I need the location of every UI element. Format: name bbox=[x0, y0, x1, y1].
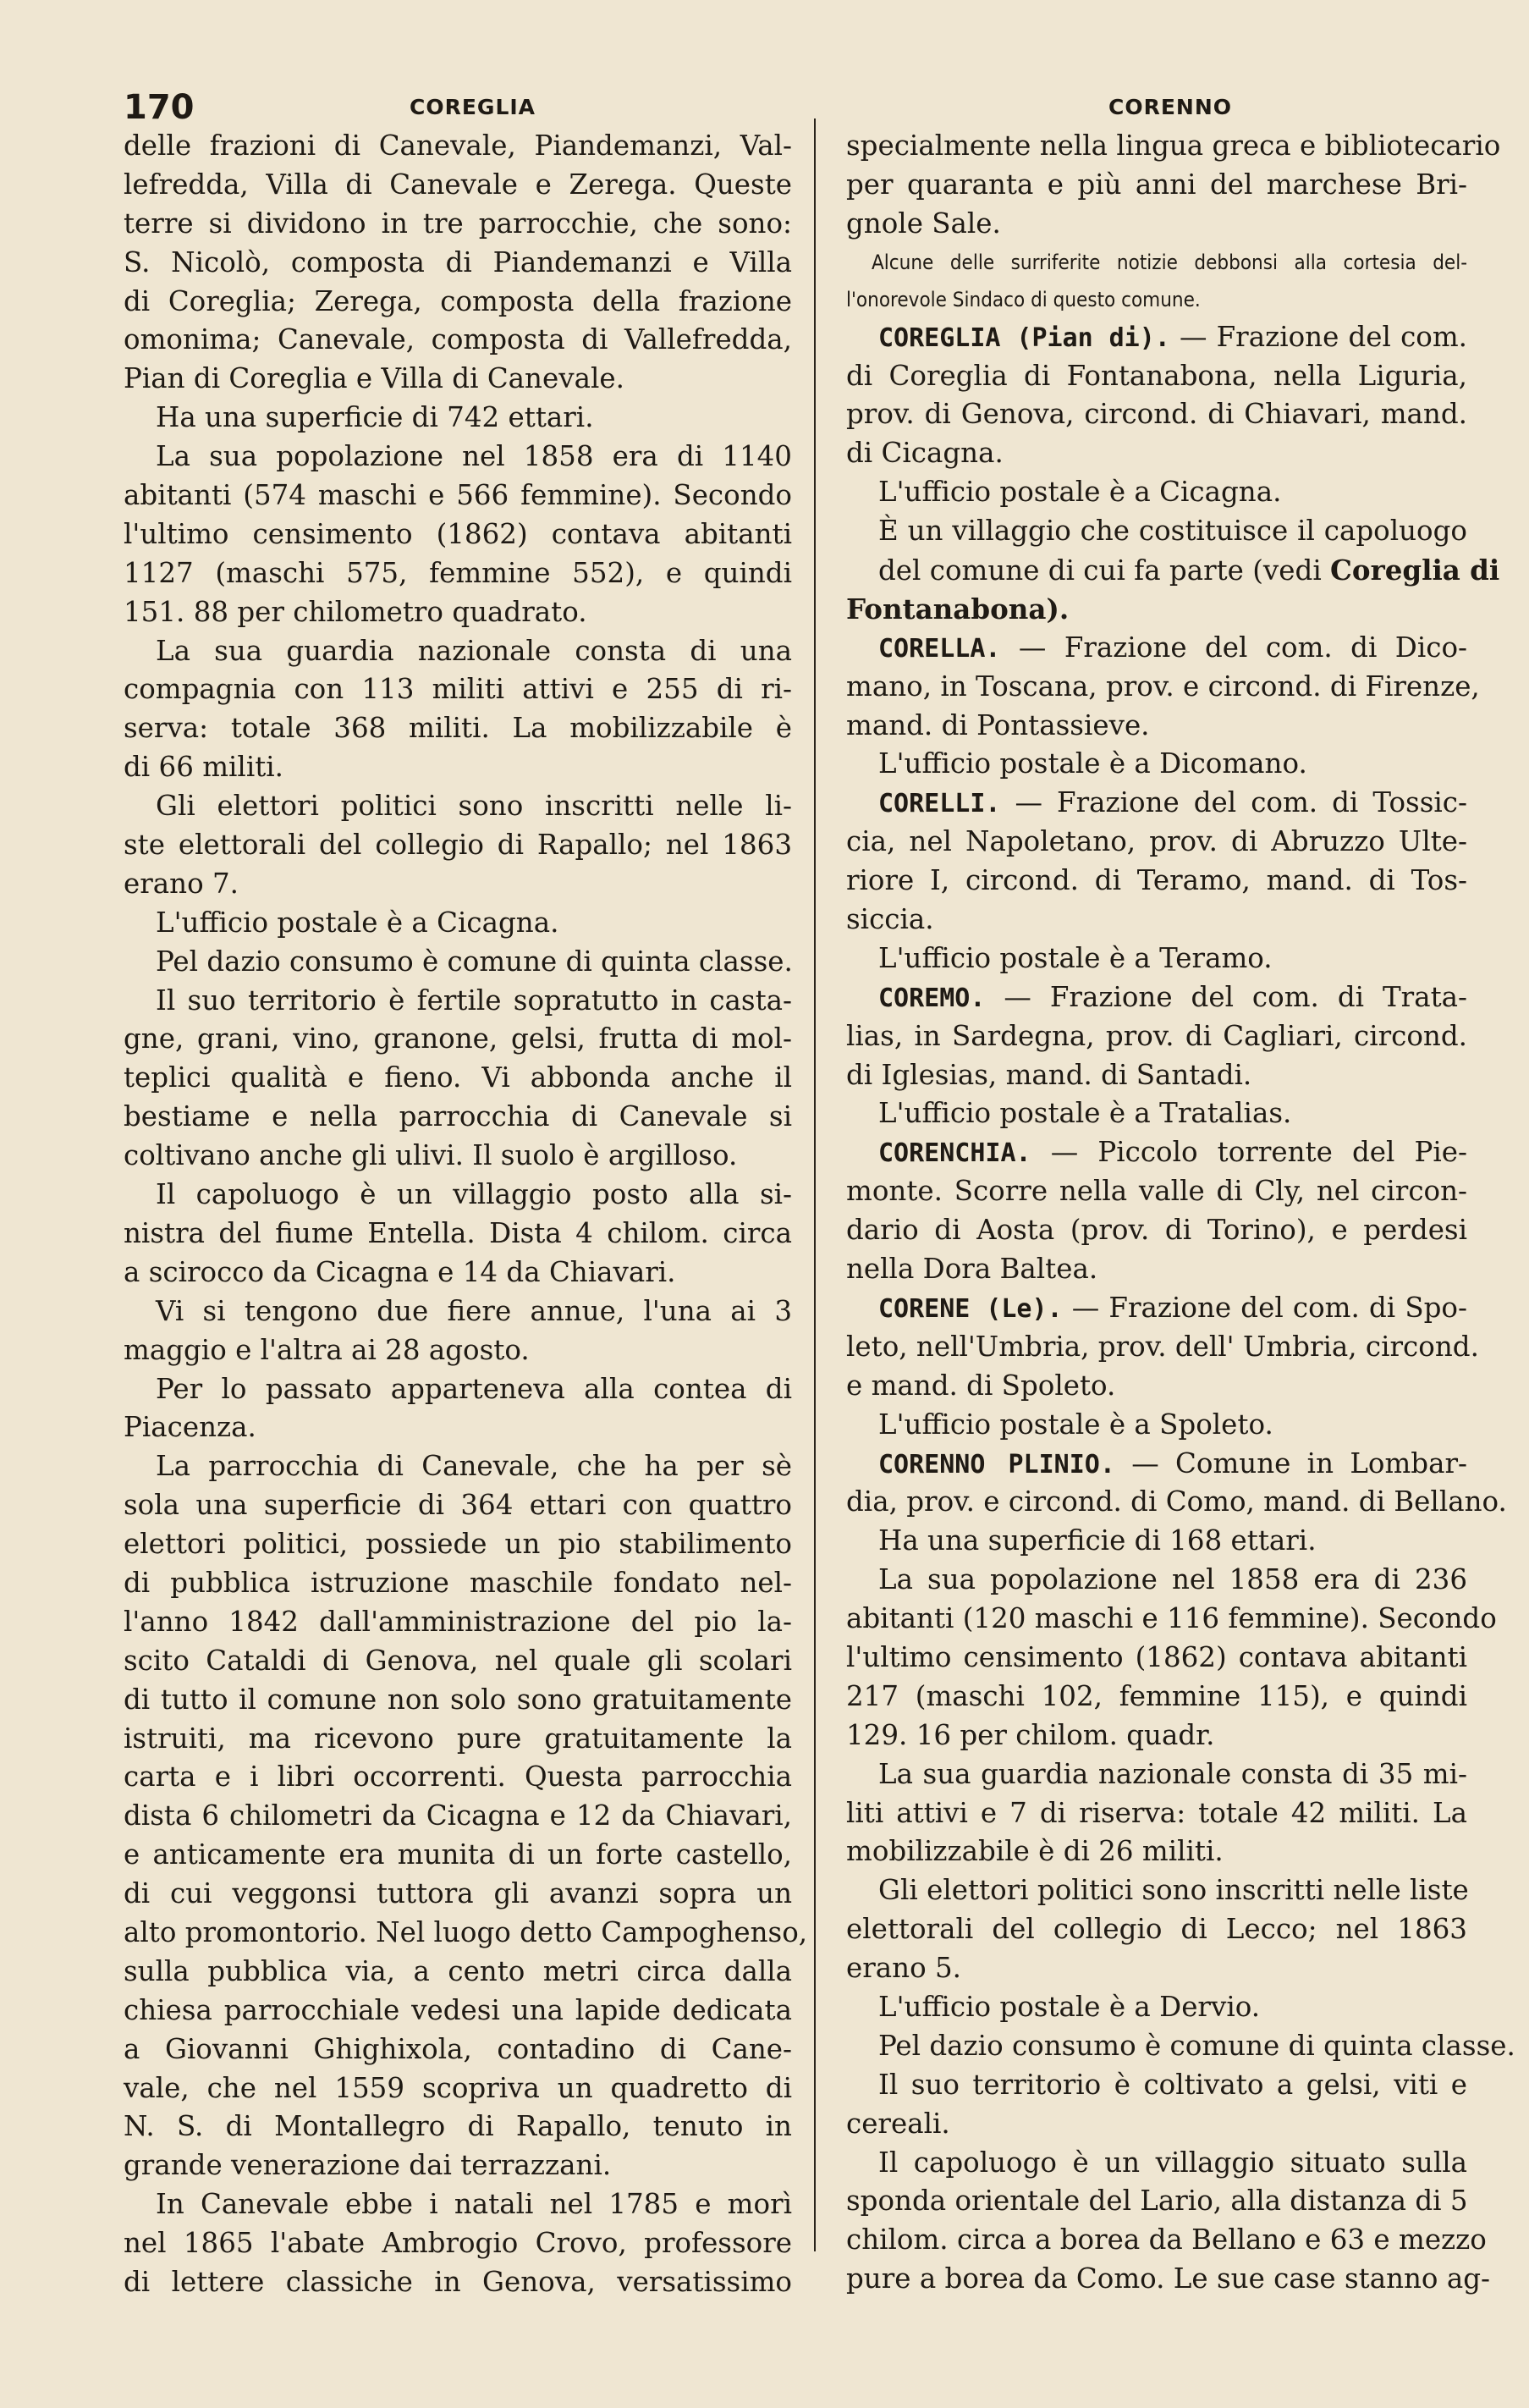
text-line: per quaranta e più anni del marchese Bri- bbox=[846, 168, 1467, 201]
text-line: prov. di Genova, circond. di Chiavari, mand. bbox=[846, 398, 1467, 431]
text-line: Ha una superficie di 742 ettari. bbox=[156, 401, 594, 434]
text-line: È un villaggio che costituisce il capoluogo bbox=[878, 515, 1467, 548]
text-line: di 66 militi. bbox=[124, 751, 284, 784]
text-line: chiesa parrocchiale vedesi una lapide dedicata bbox=[124, 1993, 792, 2026]
entry-keyword: COREMO. bbox=[878, 983, 986, 1013]
text-line: sulla pubblica via, a cento metri circa dalla bbox=[124, 1954, 792, 1987]
text-line: dista 6 chilometri da Cicagna e 12 da Chiavari, bbox=[124, 1799, 792, 1832]
text-line: di tutto il comune non solo sono gratuitamente bbox=[124, 1683, 792, 1716]
text-line: riore I, circond. di Teramo, mand. di Tos- bbox=[846, 864, 1467, 897]
text-line: terre si dividono in tre parrocchie, che sono: bbox=[124, 207, 792, 240]
text-line: cia, nel Napoletano, prov. di Abruzzo Ulte- bbox=[846, 825, 1467, 858]
left-page-header bbox=[124, 88, 792, 129]
text-line: monte. Scorre nella valle di Cly, nel circon- bbox=[846, 1175, 1467, 1208]
text-line: Il suo territorio è fertile sopratutto in casta- bbox=[156, 984, 792, 1017]
text-line: ste elettorali del collegio di Rapallo; nel 1863 bbox=[124, 829, 792, 862]
entry-heading-line bbox=[846, 1289, 1467, 1328]
text-line: L'ufficio postale è a Tratalias. bbox=[878, 1097, 1292, 1130]
text-line: Pel dazio consumo è comune di quinta classe. bbox=[156, 945, 793, 978]
entry-text: — Frazione del com. bbox=[1169, 320, 1468, 353]
text-line: serva: totale 368 militi. La mobilizzabile è bbox=[124, 712, 792, 745]
text-line: coltivano anche gli ulivi. Il suolo è argilloso. bbox=[124, 1139, 738, 1172]
entry-heading-line bbox=[846, 551, 1500, 590]
left-running-head: COREGLIA bbox=[410, 95, 536, 119]
text-line: Il capoluogo è un villaggio posto alla si- bbox=[156, 1178, 792, 1211]
entry-heading-line bbox=[846, 978, 1467, 1017]
text-line: omonima; Canevale, composta di Vallefredda, bbox=[124, 323, 792, 356]
entry-keyword: CORELLA. bbox=[878, 633, 1001, 664]
text-line: La sua popolazione nel 1858 era di 236 bbox=[878, 1563, 1467, 1596]
text-line: elettorali del collegio di Lecco; nel 1863 bbox=[846, 1913, 1467, 1946]
text-line: e mand. di Spoleto. bbox=[846, 1369, 1116, 1402]
text-line: teplici qualità e fieno. Vi abbonda anche il bbox=[124, 1061, 792, 1094]
text-line: compagnia con 113 militi attivi e 255 di ri- bbox=[124, 673, 792, 706]
text-line: L'ufficio postale è a Dicomano. bbox=[878, 747, 1307, 780]
entry-keyword: CORENCHIA. bbox=[878, 1138, 1031, 1169]
text-line: In Canevale ebbe i natali nel 1785 e morì bbox=[156, 2188, 792, 2221]
entry-keyword: COREGLIA (Pian di). bbox=[878, 322, 1170, 353]
text-line: 151. 88 per chilometro quadrato. bbox=[124, 595, 587, 628]
entry-keyword: CORENNO PLINIO. bbox=[878, 1449, 1115, 1480]
text-line: Pel dazio consumo è comune di quinta classe. bbox=[878, 2029, 1515, 2062]
text-line: e anticamente era munita di un forte castello, bbox=[124, 1838, 792, 1871]
text-line: bestiame e nella parrocchia di Canevale si bbox=[124, 1100, 792, 1133]
text-line: pure a borea da Como. Le sue case stanno ag- bbox=[846, 2262, 1490, 2295]
text-line: Fontanabona). bbox=[846, 592, 1070, 625]
text-line: nistra del fiume Entella. Dista 4 chilom. circa bbox=[124, 1216, 792, 1249]
entry-heading-line bbox=[846, 784, 1467, 823]
text-line: L'ufficio postale è a Dervio. bbox=[878, 1990, 1261, 2023]
column-divider bbox=[814, 118, 816, 2251]
entry-heading-line bbox=[846, 318, 1467, 357]
text-line: Vi si tengono due fiere annue, l'una ai 3 bbox=[156, 1294, 792, 1327]
entry-text: — Comune in Lombar- bbox=[1114, 1446, 1467, 1480]
text-line: lefredda, Villa di Canevale e Zerega. Queste bbox=[124, 168, 792, 201]
text-line: mand. di Pontassieve. bbox=[846, 708, 1150, 741]
text-line: 129. 16 per chilom. quadr. bbox=[846, 1718, 1215, 1751]
footnote-line: l'onorevole Sindaco di questo comune. bbox=[846, 287, 1201, 311]
text-line: di cui veggonsi tuttora gli avanzi sopra un bbox=[124, 1877, 792, 1910]
text-line: maggio e l'altra ai 28 agosto. bbox=[124, 1333, 530, 1366]
text-line: nella Dora Baltea. bbox=[846, 1253, 1098, 1286]
cross-reference: Coreglia di bbox=[1330, 554, 1500, 587]
text-line: di Coreglia; Zerega, composta della frazione bbox=[124, 284, 792, 317]
right-running-head: CORENNO bbox=[1108, 95, 1233, 119]
text-line: Il capoluogo è un villaggio situato sulla bbox=[878, 2146, 1467, 2179]
text-line: dario di Aosta (prov. di Torino), e perdesi bbox=[846, 1214, 1467, 1247]
text-line: specialmente nella lingua greca e bibliotecario bbox=[846, 129, 1501, 162]
page-number: 170 bbox=[124, 88, 195, 127]
text-line: grande venerazione dai terrazzani. bbox=[124, 2149, 612, 2182]
text-line: erano 7. bbox=[124, 867, 239, 900]
text-line: abitanti (574 maschi e 566 femmine). Secondo bbox=[124, 479, 792, 512]
text-line: di Coreglia di Fontanabona, nella Liguria, bbox=[846, 359, 1467, 392]
text-line: Gli elettori politici sono inscritti nelle li- bbox=[156, 790, 792, 823]
left-column bbox=[124, 127, 808, 2302]
text-line: sola una superficie di 364 ettari con quattro bbox=[124, 1489, 792, 1522]
text-line: alto promontorio. Nel luogo detto Campoghenso, bbox=[124, 1915, 808, 1948]
text-line: 217 (maschi 102, femmine 115), e quindi bbox=[846, 1679, 1467, 1712]
text-line: N. S. di Montallegro di Rapallo, tenuto in bbox=[124, 2110, 792, 2143]
text-line: La parrocchia di Canevale, che ha per sè bbox=[156, 1450, 792, 1483]
text-line: La sua guardia nazionale consta di 35 mi- bbox=[878, 1757, 1467, 1790]
text-line: vale, che nel 1559 scopriva un quadretto di bbox=[124, 2071, 792, 2104]
text-line: L'ufficio postale è a Cicagna. bbox=[878, 476, 1282, 509]
text-line: nel 1865 l'abate Ambrogio Crovo, professore bbox=[124, 2227, 792, 2260]
entry-text: — Frazione del com. di Spo- bbox=[1062, 1291, 1467, 1324]
text-line: liti attivi e 7 di riserva: totale 42 militi. La bbox=[846, 1796, 1467, 1829]
text-line: La sua guardia nazionale consta di una bbox=[156, 634, 792, 667]
text-line: mano, in Toscana, prov. e circond. di Firenze, bbox=[846, 670, 1480, 703]
text-line: abitanti (120 maschi e 116 femmine). Secondo bbox=[846, 1602, 1497, 1635]
text-line: L'ufficio postale è a Cicagna. bbox=[156, 906, 559, 939]
text-line: chilom. circa a borea da Bellano e 63 e mezzo bbox=[846, 2223, 1487, 2256]
text-line: cereali. bbox=[846, 2107, 950, 2140]
entry-keyword: CORELLI. bbox=[878, 789, 1001, 819]
text-line: mobilizzabile è di 26 militi. bbox=[846, 1835, 1224, 1868]
text-line: di Cicagna. bbox=[846, 437, 1004, 470]
text-line: carta e i libri occorrenti. Questa parrocchia bbox=[124, 1761, 792, 1794]
entry-heading-line bbox=[846, 1445, 1467, 1484]
text-line: l'anno 1842 dall'amministrazione del pio la- bbox=[124, 1605, 792, 1638]
entry-text: — Frazione del com. di Trata- bbox=[985, 980, 1467, 1013]
text-line: 1127 (maschi 575, femmine 552), e quindi bbox=[124, 556, 792, 589]
text-line: di lettere classiche in Genova, versatissimo bbox=[124, 2265, 792, 2298]
text-line: leto, nell'Umbria, prov. dell' Umbria, circond. bbox=[846, 1330, 1479, 1363]
text-line: Piacenza. bbox=[124, 1411, 256, 1444]
text-line: L'ufficio postale è a Teramo. bbox=[878, 941, 1273, 974]
text-line: Il suo territorio è coltivato a gelsi, viti e bbox=[878, 2068, 1467, 2101]
text-line: elettori politici, possiede un pio stabilimento bbox=[124, 1528, 792, 1561]
text-line: Gli elettori politici sono inscritti nelle liste bbox=[878, 1874, 1469, 1907]
entry-text: — Frazione del com. di Dico- bbox=[1000, 631, 1467, 664]
text-line: a scirocco da Cicagna e 14 da Chiavari. bbox=[124, 1255, 676, 1288]
text-line: l'ultimo censimento (1862) contava abitanti bbox=[124, 517, 792, 550]
text-line: di Iglesias, mand. di Santadi. bbox=[846, 1058, 1252, 1091]
text-line: La sua popolazione nel 1858 era di 1140 bbox=[156, 440, 792, 473]
text-run: del comune di cui fa parte (vedi bbox=[878, 554, 1331, 587]
text-line: delle frazioni di Canevale, Piandemanzi, Val- bbox=[124, 129, 792, 162]
text-line: gnole Sale. bbox=[846, 207, 1001, 240]
right-column bbox=[846, 127, 1515, 2299]
text-line: S. Nicolò, composta di Piandemanzi e Villa bbox=[124, 245, 792, 278]
text-line: di pubblica istruzione maschile fondato nel- bbox=[124, 1566, 792, 1599]
text-line: scito Cataldi di Genova, nel quale gli scolari bbox=[124, 1644, 792, 1677]
text-line: dia, prov. e circond. di Como, mand. di Bellano. bbox=[846, 1485, 1507, 1518]
text-line: Pian di Coreglia e Villa di Canevale. bbox=[124, 362, 624, 395]
text-line: istruiti, ma ricevono pure gratuitamente la bbox=[124, 1722, 792, 1755]
entry-text: — Frazione del com. di Tossic- bbox=[1000, 786, 1467, 819]
text-line: lias, in Sardegna, prov. di Cagliari, circond. bbox=[846, 1019, 1467, 1052]
text-line: a Giovanni Ghighixola, contadino di Cane- bbox=[124, 2032, 792, 2065]
entry-text: — Piccolo torrente del Pie- bbox=[1031, 1136, 1467, 1169]
entry-heading-line bbox=[846, 1133, 1467, 1172]
text-line: siccia. bbox=[846, 903, 934, 936]
text-line: Per lo passato apparteneva alla contea di bbox=[156, 1372, 792, 1405]
text-line: gne, grani, vino, granone, gelsi, frutta di mol- bbox=[124, 1022, 792, 1055]
text-line: L'ufficio postale è a Spoleto. bbox=[878, 1408, 1273, 1441]
right-page-header bbox=[846, 88, 1455, 129]
text-line: sponda orientale del Lario, alla distanza di 5 bbox=[846, 2185, 1468, 2218]
entry-keyword: CORENE (Le). bbox=[878, 1293, 1063, 1324]
text-line: erano 5. bbox=[846, 1952, 961, 1985]
footnote-line: Alcune delle surriferite notizie debbonsi alla cortesia del- bbox=[872, 250, 1467, 274]
text-line: Ha una superficie di 168 ettari. bbox=[878, 1524, 1317, 1557]
text-line: l'ultimo censimento (1862) contava abitanti bbox=[846, 1640, 1467, 1673]
entry-heading-line bbox=[846, 629, 1467, 668]
